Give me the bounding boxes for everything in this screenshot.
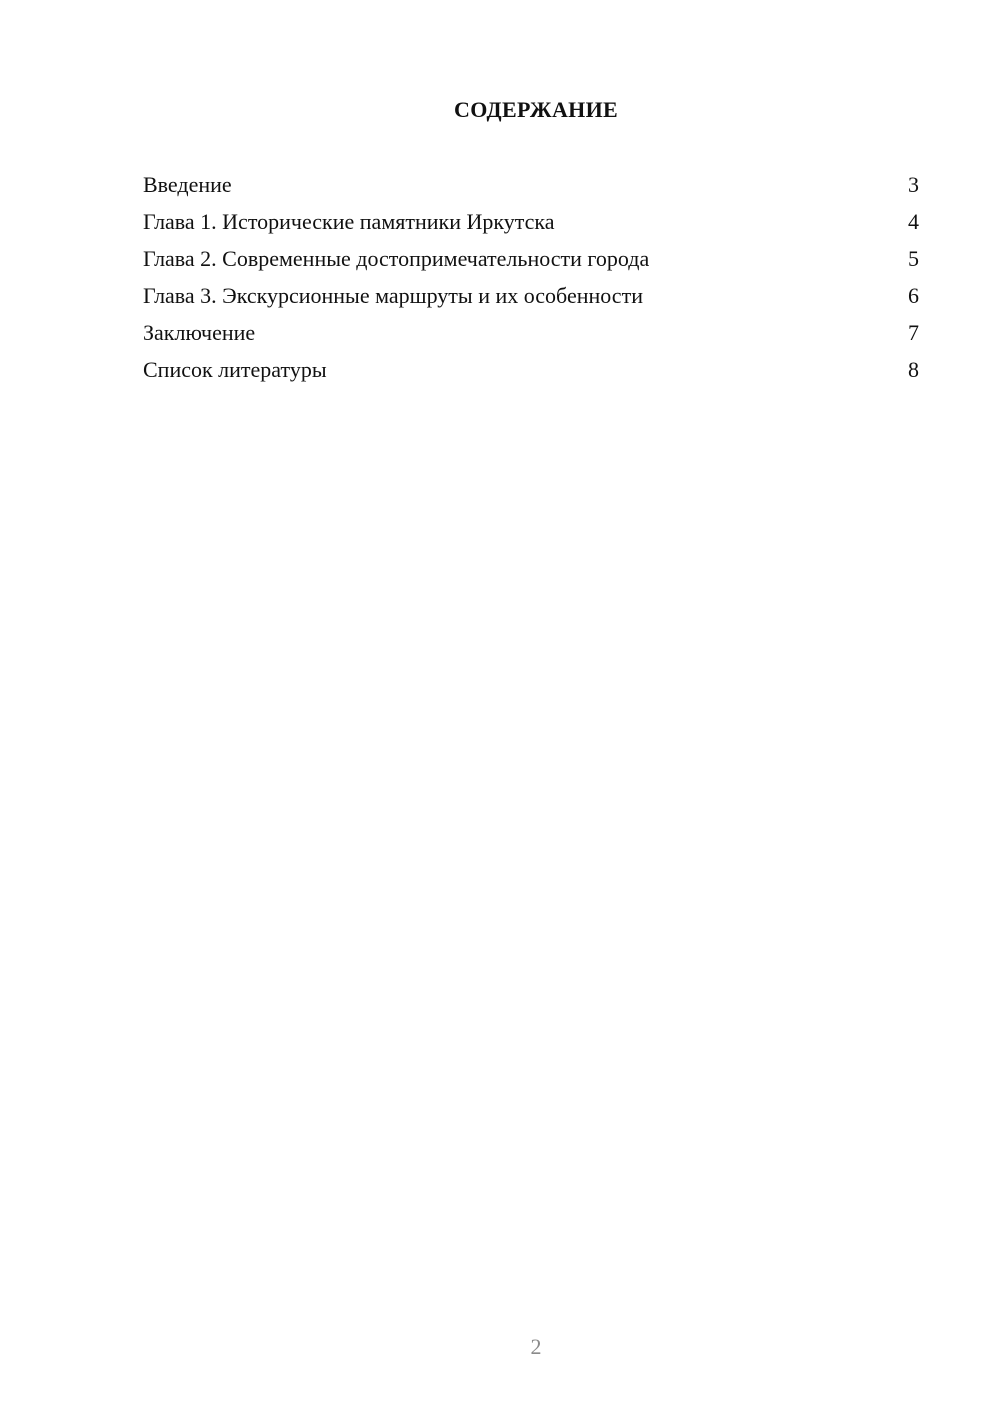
page-title: СОДЕРЖАНИЕ bbox=[454, 97, 618, 122]
toc-entry-page-number: 4 bbox=[908, 209, 919, 234]
toc-entry bbox=[143, 355, 919, 392]
toc-entry-page-number: 8 bbox=[908, 357, 919, 382]
page-number: 2 bbox=[530, 1334, 542, 1359]
toc-entry-page-number: 6 bbox=[908, 283, 919, 308]
toc-entry bbox=[143, 281, 919, 318]
toc-entry-page-number: 3 bbox=[908, 172, 919, 197]
toc-entry-page-number: 7 bbox=[908, 320, 919, 345]
toc-entry-title: Глава 3. Экскурсионные маршруты и их особенности bbox=[143, 283, 643, 308]
toc-entry-title: Список литературы bbox=[143, 357, 327, 382]
toc-entry bbox=[143, 170, 919, 207]
table-of-contents bbox=[143, 170, 919, 392]
toc-entry-title: Введение bbox=[143, 172, 232, 197]
toc-entry-title: Глава 1. Исторические памятники Иркутска bbox=[143, 209, 555, 234]
toc-entry-title: Заключение bbox=[143, 320, 256, 345]
toc-entry-title: Глава 2. Современные достопримечательности города bbox=[143, 246, 650, 271]
toc-entry bbox=[143, 244, 919, 281]
toc-entry bbox=[143, 207, 919, 244]
toc-entry bbox=[143, 318, 919, 355]
toc-entry-page-number: 5 bbox=[908, 246, 919, 271]
